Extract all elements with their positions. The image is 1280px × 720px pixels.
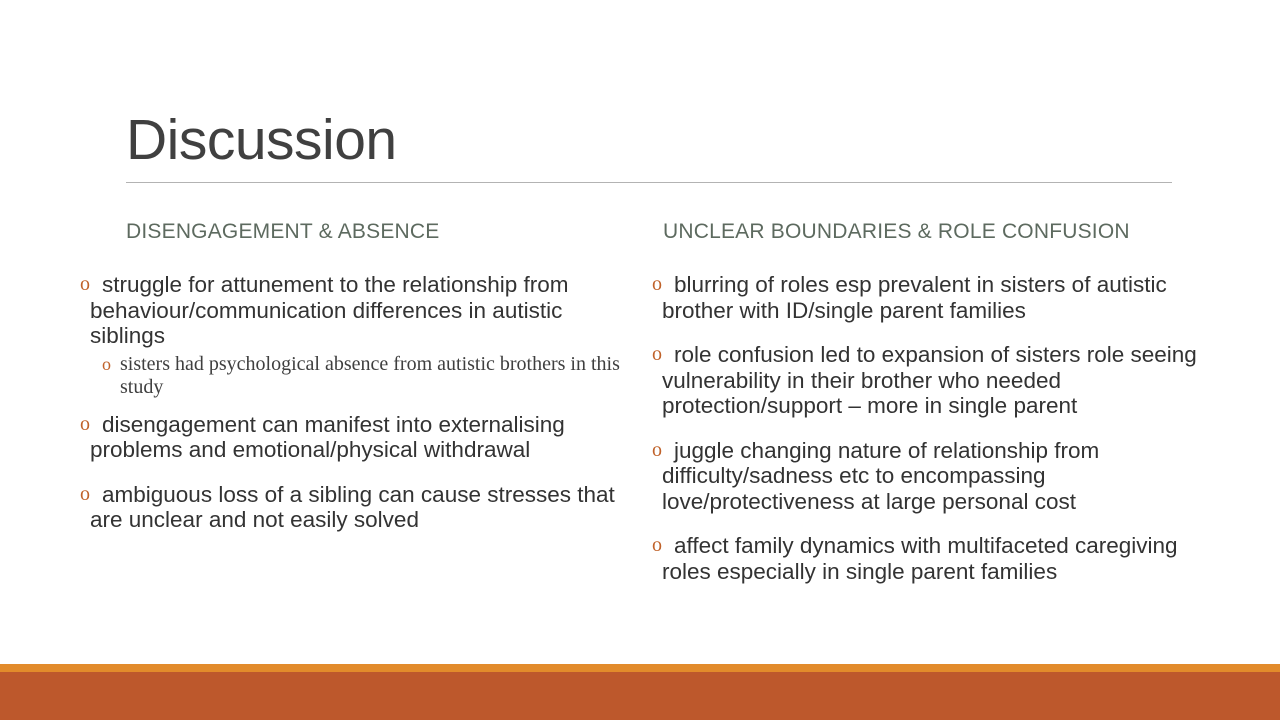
bullet-marker-icon: o [652, 438, 662, 461]
bullet-text: role confusion led to expansion of sisters role seeing vulnerability in their brother who needed protection/support – more in single parent [662, 342, 1197, 418]
sub-bullet-list [90, 353, 640, 399]
bullet-marker-icon: o [652, 273, 662, 295]
list-item [652, 272, 1222, 323]
list-item [80, 482, 640, 533]
bullet-marker-icon: o [80, 412, 90, 435]
list-item [80, 272, 640, 399]
bullet-marker-icon: o [80, 482, 90, 505]
bullet-text: struggle for attunement to the relationship from behaviour/communication differences in autistic siblings [90, 272, 569, 348]
list-item [102, 353, 640, 399]
list-item [652, 533, 1222, 584]
left-bullet-list [80, 272, 640, 533]
bullet-marker-icon: o [652, 343, 662, 365]
right-column [652, 272, 1222, 603]
left-column [80, 272, 640, 552]
bullet-text: ambiguous loss of a sibling can cause stresses that are unclear and not easily solved [90, 481, 615, 532]
right-bullet-list [652, 272, 1222, 584]
bullet-text: blurring of roles esp prevalent in sisters of autistic brother with ID/single parent families [662, 272, 1167, 323]
bullet-text: juggle changing nature of relationship from difficulty/sadness etc to encompassing love/protectiveness at large personal cost [662, 437, 1100, 514]
list-item [652, 342, 1222, 419]
list-item [80, 412, 640, 463]
right-column-heading: UNCLEAR BOUNDARIES & ROLE CONFUSION [663, 220, 1130, 243]
sub-bullet-marker-icon: o [102, 353, 111, 374]
title-divider [126, 182, 1172, 183]
sub-bullet-text: sisters had psychological absence from autistic brothers in this study [120, 352, 620, 398]
bullet-marker-icon: o [80, 273, 90, 295]
slide-title: Discussion [126, 108, 397, 172]
list-item [652, 438, 1222, 515]
bullet-text: affect family dynamics with multifaceted caregiving roles especially in single parent families [662, 533, 1178, 584]
left-column-heading: DISENGAGEMENT & ABSENCE [126, 220, 440, 243]
bullet-marker-icon: o [652, 534, 662, 556]
bullet-text: disengagement can manifest into externalising problems and emotional/physical withdrawal [90, 411, 565, 462]
footer-bar [0, 672, 1280, 720]
footer-accent-stripe [0, 664, 1280, 672]
